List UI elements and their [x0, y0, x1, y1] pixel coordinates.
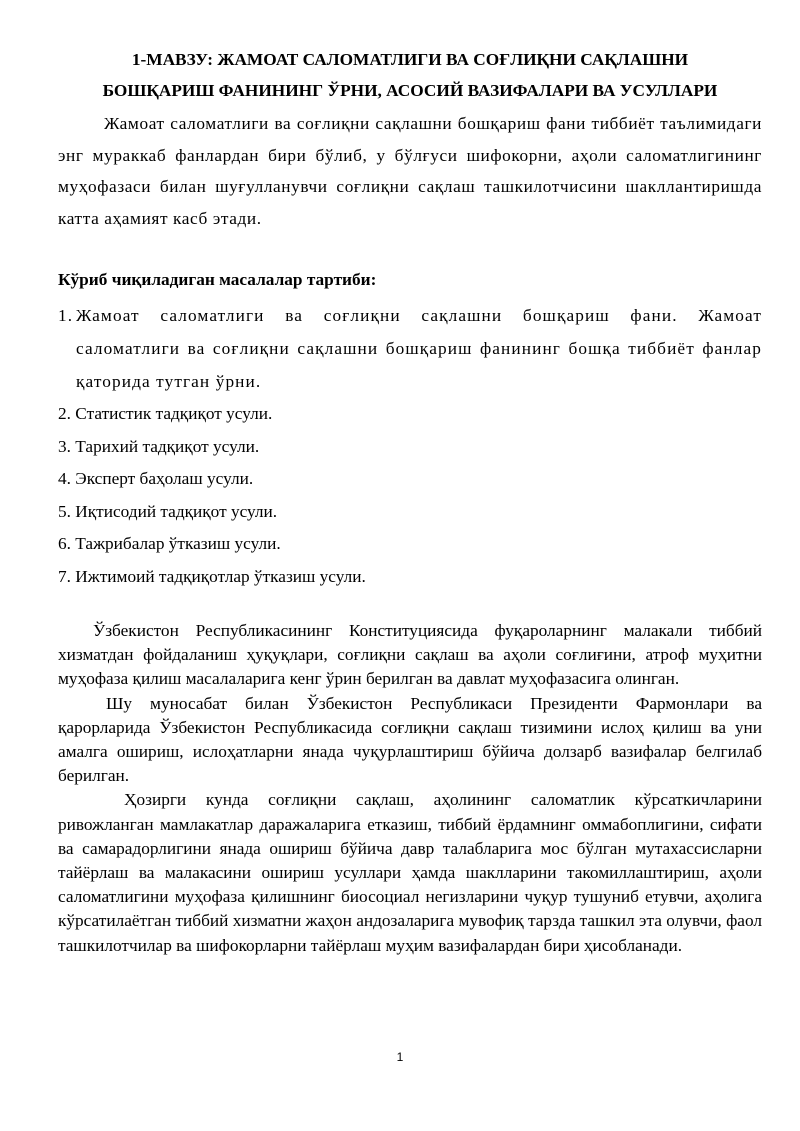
topic-item-6 [58, 528, 762, 561]
topic-item-4 [58, 463, 762, 496]
topic-number: 3. [58, 436, 71, 456]
topic-item-1 [58, 299, 762, 398]
topic-number: 6. [58, 534, 71, 553]
topic-number: 1. [58, 306, 74, 325]
topic-item-2 [58, 398, 762, 431]
topic-item-3 [58, 431, 762, 464]
topic-number: 7. [58, 566, 71, 586]
document-title-line-2: БОШҚАРИШ ФАНИНИНГ ЎРНИ, АСОСИЙ ВАЗИФАЛАРИ ВА УСУЛЛАРИ [102, 81, 718, 100]
topic-text: Ижтимоий тадқиқотлар ўтказиш усули. [75, 566, 366, 586]
topic-text: Эксперт баҳолаш усули. [75, 469, 254, 488]
topic-text: Жамоат саломатлиги ва соғлиқни сақлашни бошқариш фани. Жамоат саломатлиги ва соғлиқни сақлашни бошқариш фанининг бошқа тиббиёт фанлар қаторида тутган ўрни. [76, 306, 762, 391]
body-paragraph-presidential-decrees: Шу муносабат билан Ўзбекистон Республикаси Президенти Фармонлари ва қарорларида Ўзбекистон Республикасида соғлиқни сақлаш тизимини ислоҳ қилиш ва уни амалга ошириш, ислоҳатларни янада чуқурлаштириш бўйича долзарб вазифалар белгилаб берилган. [58, 693, 762, 786]
body-paragraph-current-tasks: Ҳозирги кунда соғлиқни сақлаш, аҳолининг саломатлик кўрсаткичларини ривожланган мамлакатлар даражаларига етказиш, тиббий ёрдамнинг оммабоплигини, сифати ва самарадорлигини янада ошириш бўйича давр талабларига мос бўлган мутахассисларни тайёрлаш ва малакасини ошириш усуллари ҳамда шаклларини такомиллаштириш, аҳоли саломатлигини муҳофаза қилишнинг биосоциал негизларини чуқур тушуниб етувчи, аҳолига кўрсатилаётган тиббий хизматни жаҳон андозаларига мувофиқ тарзда ташкил эта олувчи, фаол ташкилотчилар ва шифокорларни тайёрлаш муҳим вазифалардан бири ҳисобланади. [58, 790, 762, 955]
topic-text: Тарихий тадқиқот усули. [75, 436, 260, 456]
topics-heading: Кўриб чиқиладиган масалалар тартиби: [58, 270, 377, 289]
page-number: 1 [396, 1050, 404, 1064]
topic-number: 2. [58, 404, 71, 423]
topic-text: Иқтисодий тадқиқот усули. [75, 501, 278, 521]
topic-text: Тажрибалар ўтказиш усули. [75, 534, 281, 553]
body-paragraph-constitution: Ўзбекистон Республикасининг Конституциясида фуқароларнинг малакали тиббий хизматдан фойдаланиш ҳуқуқлари, соғлиқни сақлаш ва аҳоли соғлиғини, атроф муҳитни муҳофаза қилиш масалаларига кенг ўрин берилган ва давлат муҳофазасига олинган. [58, 621, 762, 689]
topic-number: 4. [58, 469, 71, 488]
document-title-line-1: 1-МАВЗУ: ЖАМОАТ САЛОМАТЛИГИ ВА СОҒЛИҚНИ САҚЛАШНИ [131, 50, 689, 69]
topic-item-5 [58, 496, 762, 529]
intro-paragraph: Жамоат саломатлиги ва соғлиқни сақлашни бошқариш фани тиббиёт таълимидаги энг мураккаб фанлардан бири бўлиб, у бўлғуси шифокорни, аҳоли саломатлигининг муҳофазаси билан шуғулланувчи соғлиқни сақлаш ташкилотчисини шакллантиришда катта аҳамият касб этади. [58, 114, 762, 228]
topic-item-7 [58, 561, 762, 594]
document-page [58, 44, 762, 958]
topics-list [58, 299, 762, 593]
topic-text: Статистик тадқиқот усули. [75, 404, 273, 423]
topic-number: 5. [58, 501, 71, 521]
